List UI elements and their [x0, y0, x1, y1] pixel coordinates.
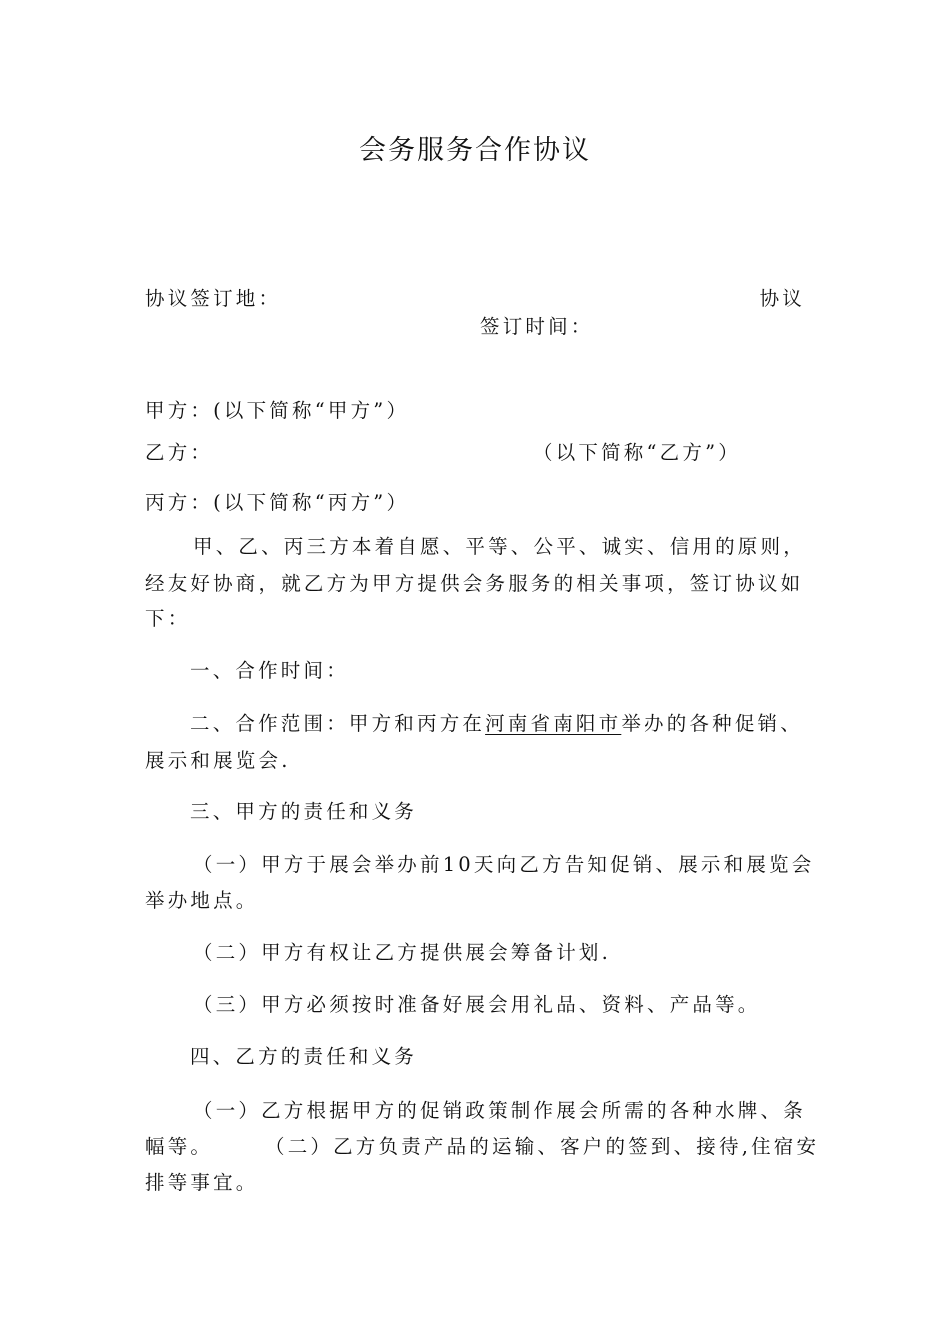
section-2-post: 举办的各种促销、	[621, 712, 803, 735]
party-a: 甲方：(以下简称“甲方”）	[145, 399, 410, 422]
section-3-item-2: （二）甲方有权让乙方提供展会筹备计划.	[193, 941, 611, 964]
document-title: 会务服务合作协议	[359, 135, 591, 166]
intro-line-2: 经友好协商，就乙方为甲方提供会务服务的相关事项，签订协议如	[145, 572, 804, 595]
section-4-item-1b: 幅等。	[145, 1135, 214, 1158]
section-2-line-1	[190, 709, 850, 739]
party-b-label: 乙方：	[145, 441, 214, 464]
section-1-title: 一、合作时间：	[190, 659, 349, 682]
section-3-item-1b: 举办地点。	[145, 889, 259, 912]
sign-time-label: 签订时间：	[480, 315, 594, 338]
sign-place-label: 协议签订地：	[145, 287, 282, 310]
section-2-line-2: 展示和展览会.	[145, 749, 291, 772]
section-4-item-2a: （二）乙方负责产品的运输、客户的签到、接待,住宿安	[265, 1135, 820, 1158]
section-2-pre: 二、合作范围：甲方和丙方在	[190, 712, 486, 735]
section-3-title: 三、甲方的责任和义务	[190, 800, 418, 823]
section-4-item-1a: （一）乙方根据甲方的促销政策制作展会所需的各种水牌、条	[193, 1099, 806, 1122]
section-4-line-2	[145, 1132, 820, 1162]
section-4-title: 四、乙方的责任和义务	[190, 1045, 418, 1068]
party-b	[145, 438, 805, 468]
party-c: 丙方：(以下简称“丙方”）	[145, 491, 410, 514]
intro-line-1: 甲、乙、丙三方本着自愿、平等、公平、诚实、信用的原则，	[193, 535, 806, 558]
intro-line-3: 下：	[145, 607, 191, 630]
header-line	[145, 284, 805, 314]
sign-time-label-start: 协议	[759, 287, 805, 310]
section-2-place: 河南省南阳市	[485, 712, 622, 735]
section-3-item-1a: （一）甲方于展会举办前10天向乙方告知促销、展示和展览会	[193, 853, 815, 876]
section-3-item-3: （三）甲方必须按时准备好展会用礼品、资料、产品等。	[193, 993, 761, 1016]
party-b-note: （以下简称“乙方”）	[533, 441, 741, 464]
section-4-item-2b: 排等事宜。	[145, 1171, 259, 1194]
